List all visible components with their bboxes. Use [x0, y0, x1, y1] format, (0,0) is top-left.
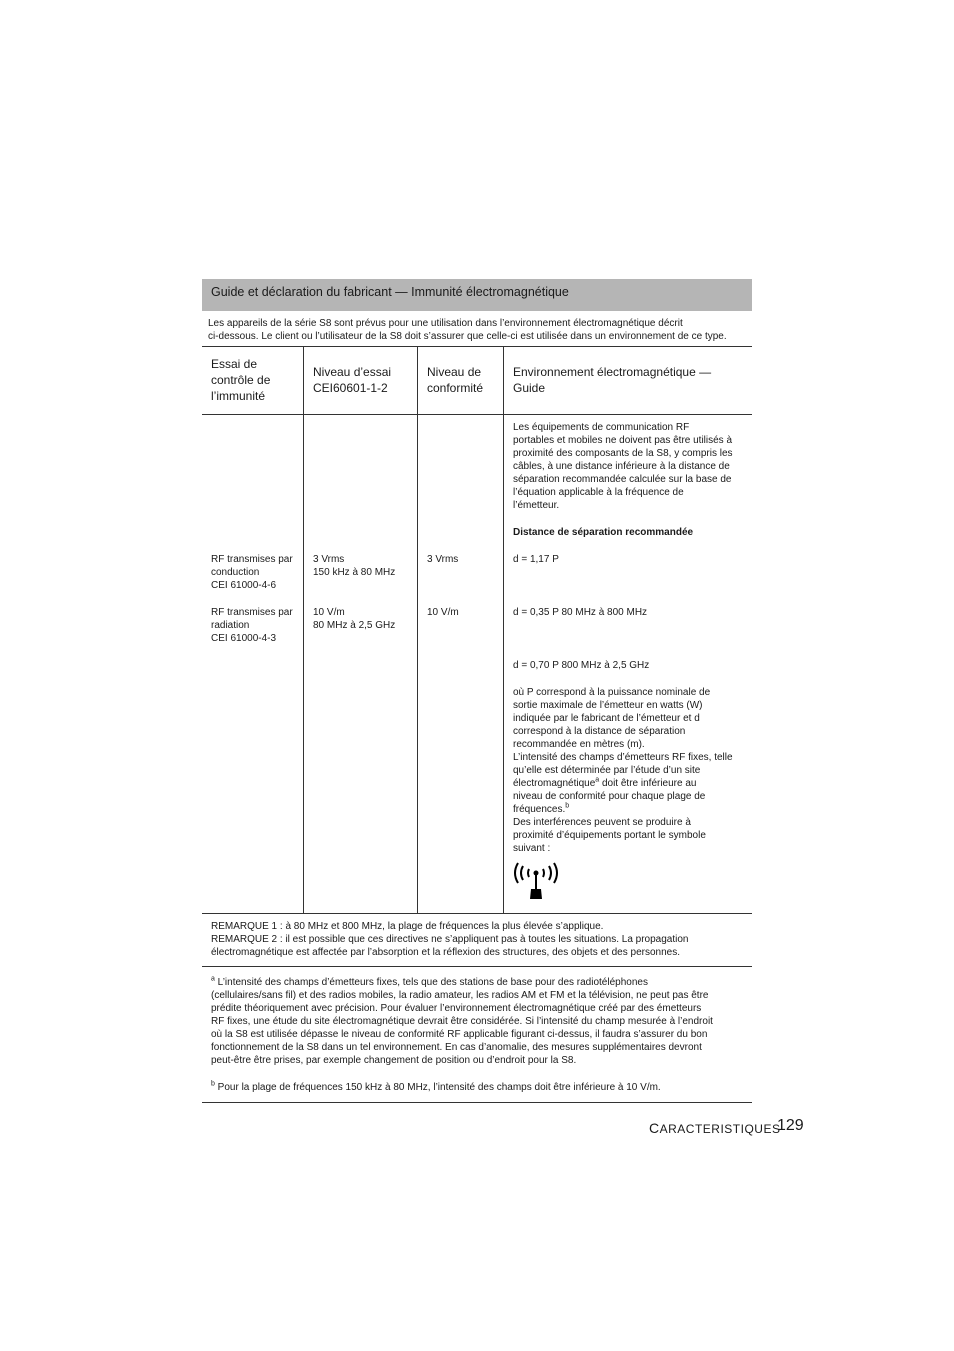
guide-line: sortie maximale de l’émetteur en watts (W): [513, 700, 703, 711]
footnote-line: fonctionnement de la S8 dans un tel environnement. En cas d’anomalie, des mesures supplémentaires devront: [211, 1042, 702, 1053]
guide-line: l’émetteur.: [513, 500, 560, 511]
column-header-level: [313, 364, 391, 396]
header-line: CEI60601-1-2: [313, 381, 388, 395]
distance-heading: Distance de séparation recommandée: [513, 527, 694, 538]
intro-line: Les appareils de la série S8 sont prévus pour une utilisation dans l’environnement électromagnétique décrit: [208, 318, 683, 329]
table-rule: [202, 966, 752, 967]
text-span: Pour la plage de fréquences 150 kHz à 80 MHz, l’intensité des champs doit être inférieure à 10 V/m.: [214, 1082, 661, 1093]
footnote-mark: a: [211, 975, 215, 983]
compliance-conduction: 3 Vrms: [427, 554, 459, 565]
column-divider: [503, 347, 504, 913]
cell-line: RF transmises par: [211, 554, 293, 565]
column-header-compliance: [427, 364, 483, 396]
header-line: Niveau d’essai: [313, 365, 392, 379]
guide-line: recommandée en mètres (m).: [513, 739, 645, 750]
section-rest: ARACTERISTIQUES: [659, 1122, 781, 1136]
column-divider: [417, 347, 418, 913]
column-header-test: [211, 356, 270, 404]
header-line: Environnement électromagnétique —: [513, 365, 712, 379]
guide-line: qu’elle est déterminée par l’étude d’un site: [513, 765, 701, 776]
guide-line: portables et mobiles ne doivent pas être utilisés à: [513, 435, 733, 446]
table-title: Guide et déclaration du fabricant — Immunité électromagnétique: [211, 285, 569, 299]
footnote-line: peut-être être prises, par exemple changement de position ou d’endroit pour la S8.: [211, 1055, 577, 1066]
level-radiation: [313, 606, 395, 632]
footnote-ref-a: a: [595, 776, 600, 784]
guide-line: où P correspond à la puissance nominale de: [513, 687, 711, 698]
guide-line: proximité d’équipements portant le symbole: [513, 830, 706, 841]
header-line: Guide: [513, 381, 546, 395]
footnote-line: prédite théoriquement avec précision. Pour évaluer l’environnement électromagnétique créé par des émetteurs: [211, 1003, 702, 1014]
header-line: Niveau de: [427, 365, 482, 379]
page-number: 129: [777, 1117, 804, 1134]
level-conduction: [313, 553, 395, 579]
guide-line: Les équipements de communication RF: [513, 422, 690, 433]
guide-intro: [513, 421, 733, 512]
non-ionizing-radiation-icon: [512, 857, 560, 901]
header-line: l’immunité: [211, 389, 266, 403]
formula-high-freq: d = 0,70 P 800 MHz à 2,5 GHz: [513, 660, 650, 671]
cell-line: 10 V/m: [313, 607, 345, 618]
cell-line: radiation: [211, 620, 250, 631]
guide-line: [513, 803, 733, 816]
text-span: électromagnétique: [513, 778, 596, 789]
intro-line: ci-dessous. Le client ou l’utilisateur de la S8 doit s’assurer que celle-ci est utilisée dans un environnement de ce type.: [208, 331, 727, 342]
table-rule: [202, 1102, 752, 1103]
guide-line: séparation recommandée calculée sur la base de: [513, 474, 732, 485]
intro-text: [208, 317, 756, 343]
guide-line: câbles, à une distance inférieure à la distance de: [513, 461, 730, 472]
guide-line: niveau de conformité pour chaque plage de: [513, 791, 706, 802]
table-rule: [202, 913, 752, 914]
guide-line: indiquée par le fabricant de l’émetteur et d: [513, 713, 700, 724]
column-header-guide: [513, 364, 711, 396]
cell-line: 3 Vrms: [313, 554, 345, 565]
footnote-line: [211, 976, 713, 989]
guide-line: Des interférences peuvent se produire à: [513, 817, 691, 828]
guide-line: suivant :: [513, 843, 551, 854]
remark-line: électromagnétique est affectée par l’absorption et la réflexion des structures, des objets et des personnes.: [211, 947, 680, 958]
header-line: Essai de: [211, 357, 258, 371]
footnote-line: (cellulaires/sans fil) et des radios mobiles, la radio amateur, les radios AM et FM et la télévision, ne peut pas être: [211, 990, 709, 1001]
cell-line: 80 MHz à 2,5 GHz: [313, 620, 396, 631]
footnote-a: [211, 976, 713, 1067]
guide-line: [513, 777, 733, 790]
text-span: L’intensité des champs d’émetteurs fixes, tels que des stations de base pour des radiotéléphones: [214, 977, 648, 988]
text-span: fréquences.: [513, 804, 566, 815]
guide-line: correspond à la distance de séparation: [513, 726, 686, 737]
remark-line: REMARQUE 1 : à 80 MHz et 800 MHz, la plage de fréquences la plus élevée s’applique.: [211, 921, 604, 932]
table-rule: [202, 346, 752, 347]
section-initial: C: [649, 1120, 660, 1136]
remark-line: REMARQUE 2 : il est possible que ces directives ne s’appliquent pas à toutes les situations. La propagation: [211, 934, 689, 945]
table-rule: [202, 414, 752, 415]
cell-line: RF transmises par: [211, 607, 293, 618]
column-divider: [303, 347, 304, 913]
cell-line: CEI 61000-4-6: [211, 580, 277, 591]
test-radiation: [211, 606, 293, 645]
guide-line: l’équation applicable à la fréquence de: [513, 487, 684, 498]
footnote-mark: b: [211, 1080, 215, 1088]
footnote-line: où la S8 est utilisée dépasse le niveau de conformité RF applicable figurant ci-dessus, il faudra s’assurer du bon: [211, 1029, 708, 1040]
text-span: doit être inférieure au: [599, 778, 697, 789]
section-name: [649, 1120, 780, 1136]
guide-line: proximité des composants de la S8, y compris les: [513, 448, 733, 459]
compliance-radiation: 10 V/m: [427, 607, 459, 618]
header-line: conformité: [427, 381, 484, 395]
where-p-text: [513, 686, 733, 855]
header-line: contrôle de: [211, 373, 271, 387]
formula-conduction: d = 1,17 P: [513, 554, 559, 565]
cell-line: conduction: [211, 567, 260, 578]
formula-radiation: d = 0,35 P 80 MHz à 800 MHz: [513, 607, 648, 618]
footnote-b: [211, 1081, 661, 1094]
test-conduction: [211, 553, 293, 592]
footnote-ref-b: b: [565, 802, 570, 810]
footnote-line: RF fixes, une étude du site électromagnétique devrait être considérée. Si l’intensité du champ mesurée à l’endroit: [211, 1016, 713, 1027]
cell-line: 150 kHz à 80 MHz: [313, 567, 396, 578]
remarks: [211, 920, 689, 959]
cell-line: CEI 61000-4-3: [211, 633, 277, 644]
guide-line: L’intensité des champs d’émetteurs RF fixes, telle: [513, 752, 733, 763]
